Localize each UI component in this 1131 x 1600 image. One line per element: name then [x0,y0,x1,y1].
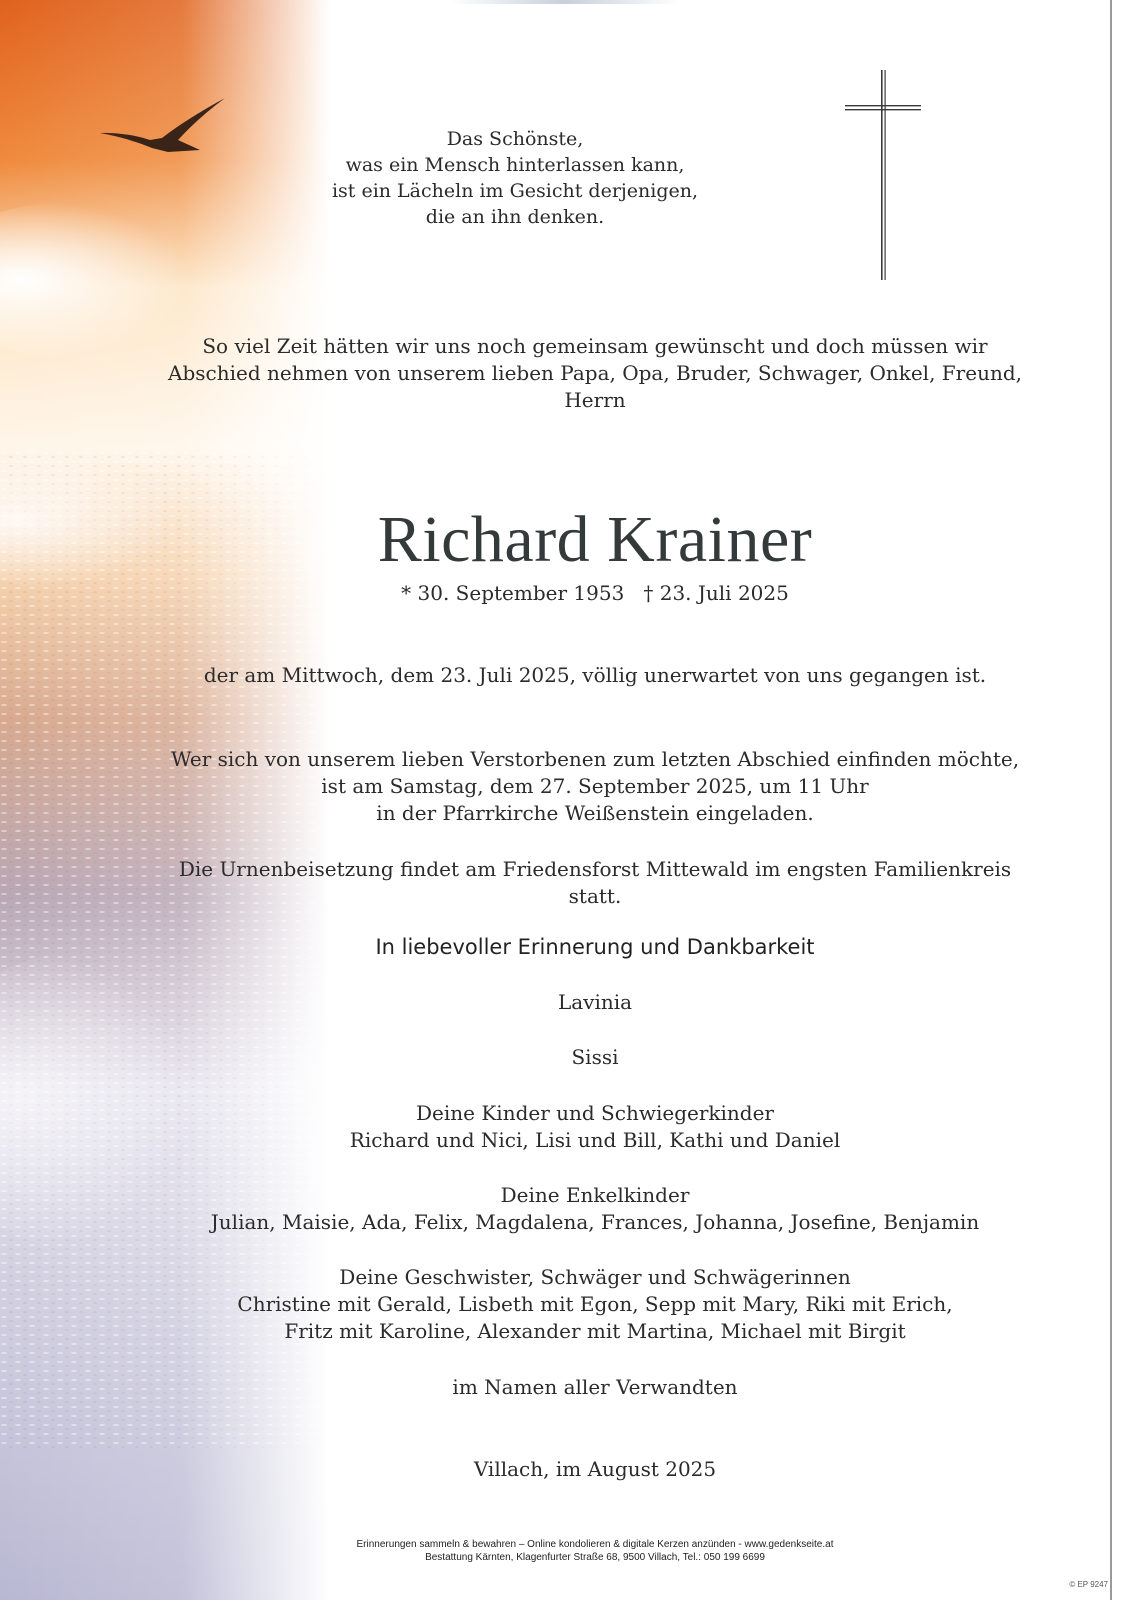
relatives-line: im Namen aller Verwandten [452,1375,738,1399]
invitation-line: ist am Samstag, dem 27. September 2025, um 11 Uhr [321,774,869,798]
deceased-name: Richard Krainer [377,503,813,576]
grandchildren-title: Deine Enkelkinder [500,1183,690,1207]
children-names: Richard und Nici, Lisi und Bill, Kathi und Daniel [349,1128,841,1152]
siblings-names: Christine mit Gerald, Lisbeth mit Egon, Sepp mit Mary, Riki mit Erich, [237,1292,953,1316]
page-edge-line [1110,0,1112,1600]
invitation-line: in der Pfarrkirche Weißenstein eingeladen. [376,801,814,825]
death-notice-line: der am Mittwoch, dem 23. Juli 2025, völlig unerwartet von uns gegangen ist. [203,663,987,687]
quote-line: ist ein Lächeln im Gesicht derjenigen, [331,180,699,202]
children-title: Deine Kinder und Schwiegerkinder [416,1101,774,1125]
life-dates: * 30. September 1953 † 23. Juli 2025 [401,581,789,605]
invitation-line: Wer sich von unserem lieben Verstorbenen zum letzten Abschied einfinden möchte, [170,747,1020,771]
siblings-group [150,1264,1040,1345]
intro-line: So viel Zeit hätten wir uns noch gemeinsam gewünscht und doch müssen wir [202,334,988,358]
siblings-names: Fritz mit Karoline, Alexander mit Martina, Michael mit Birgit [284,1319,906,1343]
urn-burial-line: Die Urnenbeisetzung findet am Friedensforst Mittewald im engsten Familienkreis statt. [178,857,1012,908]
quote-line: die an ihn denken. [425,206,605,228]
memory-heading: In liebevoller Erinnerung und Dankbarkeit [375,935,815,959]
quote-block [300,126,730,230]
children-group [150,1100,1040,1154]
print-code: © EP 9247 [1069,1580,1108,1589]
intro-line: Herrn [564,388,626,412]
quote-line: Das Schönste, [446,128,584,150]
footer-line: Bestattung Kärnten, Klagenfurter Straße 68, 9500 Villach, Tel.: 050 199 6699 [425,1552,765,1563]
footer-line: Erinnerungen sammeln & bewahren – Online kondolieren & digitale Kerzen anzünden - www.gedenkseite.at [356,1539,834,1550]
grandchildren-names: Julian, Maisie, Ada, Felix, Magdalena, Frances, Johanna, Josefine, Benjamin [210,1210,980,1234]
place-date: Villach, im August 2025 [473,1457,717,1481]
top-edge-line [450,0,680,4]
latin-cross-icon [845,70,921,280]
footer [250,1538,940,1564]
intro-line: Abschied nehmen von unserem lieben Papa, Opa, Bruder, Schwager, Onkel, Freund, [168,361,1022,385]
siblings-title: Deine Geschwister, Schwäger und Schwägerinnen [339,1265,851,1289]
funeral-invitation [150,746,1040,827]
intro-block [150,333,1040,414]
quote-line: was ein Mensch hinterlassen kann, [345,154,685,176]
grandchildren-group [150,1182,1040,1236]
family-sissi: Sissi [571,1045,619,1069]
family-lavinia: Lavinia [557,990,633,1014]
